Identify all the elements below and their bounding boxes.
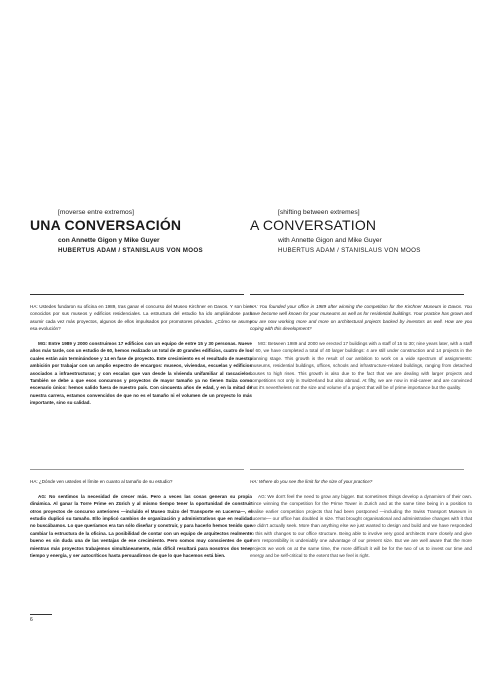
english-top-rule [250, 294, 464, 295]
spanish-divider [30, 469, 244, 470]
page-number: 6 [30, 617, 33, 623]
english-answer-1: MG: Between 1989 and 2000 we erected 17 buildings with a staff of 15 to 30; nine years later, with a staff of 60, we have completed a total of 40 larger buildings: 4 are still under construction and 14 projects in the planning stage. This growth is the result of our ambition to work on a wide spectrum of assignments: museums, residential buildings, offices, schools and infrastructure-related buildings, ranging from detached houses to high rises. This growth is also due to the fact that we are dealing with larger projects and competitions not only in Switzerland but also abroad. At fifty, we are now in mid-career and are convinced that it's nevertheless not the size and volume of a project that will be of prime importance but the quality. [250, 341, 472, 391]
english-authors: HUBERTUS ADAM / STANISLAUS VON MOOS [278, 247, 421, 254]
spanish-answer-2: AG: No sentimos la necesidad de crecer más. Pero a veces las cosas generan su propia dinámica. Al ganar la Torre Prime en Zürich y al mismo tiempo tener la oportunidad de construir otros proyectos de concurso anteriores —incluido el Museo Suizo del Transporte en Lucerna—, el estudio duplicó su tamaño. Ello implicó cambios de organización y administrativos que en realidad no buscábamos. Lo que queríamos era tan sólo diseñar y construir, y para hacerlo hemos tenido que cambiar la estructura de la oficina. La posibilidad de contar con un equipo de arquitectos realmente bueno es sin duda una de las ventajas de ese crecimiento. Pero somos muy conscientes de que mientras más proyectos trabajemos simultáneamente, más difícil resultará para nosotros dos tener tiempo y energía, y ser autocríticos hasta persuadirnos de que lo que hacemos está bien. [30, 493, 252, 559]
spanish-byline: con Annette Gigon y Mike Guyer [58, 237, 160, 244]
english-header [250, 209, 472, 255]
spanish-answer-1: MG: Entre 1989 y 2000 construimos 17 edificios con un equipo de entre 15 y 30 personas. Nueve años más tarde, con un estudio de 60, hemos realizado un total de 40 grandes edificios, cuatro de los cuales están aún terminándose y 14 en fase de proyecto. Este crecimiento es el resultado de nuestra ambición por trabajar con un amplio espectro de encargos: museos, viviendas, escuelas y edificios asociados a infraestructuras; y con escalas que van desde la vivienda unifamiliar al rascacielos. También se debe a que esos concursos y proyectos de mayor tamaño ya no tienen Suiza como escenario único: hemos salido fuera de nuestro país. Con cincuenta años de edad, y en la mitad de nuestra carrera, estamos convencidos de que no es el tamaño ni el volumen de un proyecto lo más importante, sino su calidad. [30, 341, 252, 406]
spanish-question-2: HA: ¿Dónde ven ustedes el límite en cuanto al tamaño de su estudio? [30, 479, 173, 484]
english-kicker: [shifting between extremes] [278, 209, 360, 216]
english-question-1: HA: You founded your office in 1989 after winning the competition for the Kirchner Museum in Davos. You have become well known for your museums as well as for residential buildings. Your practice has grown and you are now working more and more on architectural projects backed by investors as well. How are you coping with this development? [250, 304, 472, 332]
spanish-kicker: [moverse entre extremos] [58, 209, 134, 216]
spanish-section-2 [30, 478, 252, 559]
english-section-1 [250, 303, 472, 392]
english-question-2: HA: Where do you see the limit for the size of your practice? [250, 479, 373, 484]
english-answer-2: AG: We don't feel the need to grow any bigger. But sometimes things develop a dynamism of their own. Since winning the competition for the Prime Tower in Zurich and at the same time being in a position to realise earlier competition projects that had been postponed —including the Swiss Transport Museum in Lucerne— our office has doubled in size. That brought organisational and administrative changes with it that we didn't actually seek. More than anything else we just wanted to design and build and we have responded to this with changes to our office structure. Being able to involve very good architects more closely and give them responsibility is undeniably one advantage of our present size. But we are well aware that the more projects we work on at the same time, the more difficult it will be for the two of us to invest our time and energy and be self-critical to the extent that we feel is right. [250, 493, 472, 559]
spanish-question-1: HA: Ustedes fundaron su oficina en 1989, tras ganar el concurso del Museo Kirchner en Davos. Y son bien conocidos por sus museos y edificios residenciales. La estructura del estudio ha ido ampliándose para asumir cada vez más proyectos, algunos de ellos impulsados por promotores privados. ¿Cómo se asume esa evolución? [30, 304, 252, 332]
spanish-header [30, 209, 252, 255]
page-number-rule [30, 614, 52, 615]
spanish-top-rule [30, 294, 244, 295]
english-byline: with Annette Gigon and Mike Guyer [278, 237, 382, 244]
spanish-section-1 [30, 303, 252, 407]
spanish-authors: HUBERTUS ADAM / STANISLAUS VON MOOS [58, 247, 203, 254]
english-divider [250, 469, 464, 470]
spanish-title: UNA CONVERSACIÓN [30, 217, 182, 233]
english-section-2 [250, 478, 472, 559]
english-title: A CONVERSATION [250, 217, 377, 233]
